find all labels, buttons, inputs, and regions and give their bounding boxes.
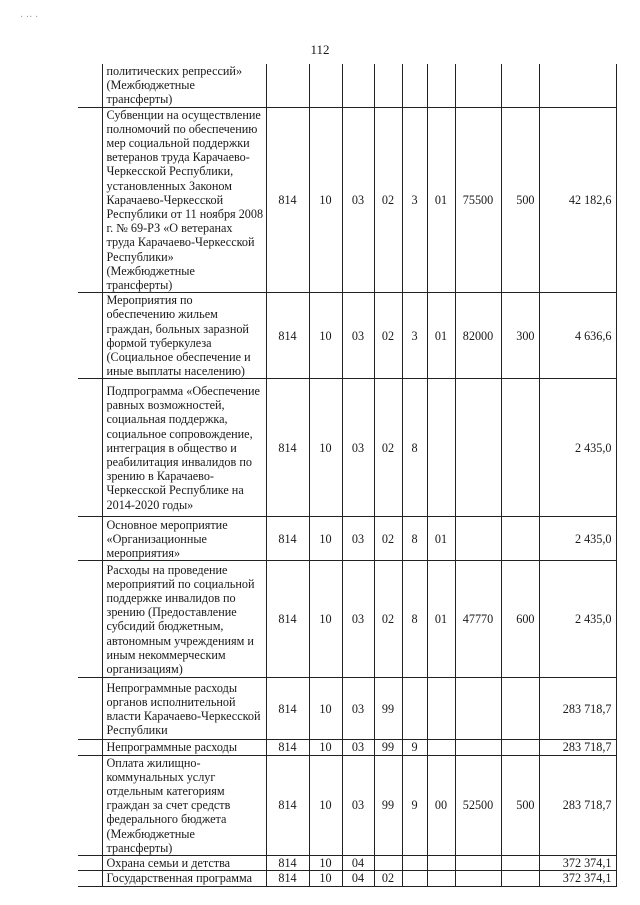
ministry-code: 814 — [266, 517, 309, 561]
scan-noise: · ·· · — [20, 12, 39, 23]
program-code: 02 — [374, 871, 402, 886]
section-code: 10 — [309, 755, 342, 855]
expense-type-code — [501, 379, 539, 517]
section-code: 10 — [309, 293, 342, 379]
subprogram-code: 3 — [402, 293, 427, 379]
table-row — [78, 107, 616, 293]
expense-type-code: 300 — [501, 293, 539, 379]
subsection-code: 03 — [342, 517, 374, 561]
amount-cell: 283 718,7 — [539, 678, 616, 740]
ministry-code: 814 — [266, 856, 309, 871]
direction-code — [455, 517, 501, 561]
section-code: 10 — [309, 678, 342, 740]
subprogram-code: 3 — [402, 107, 427, 293]
ministry-code: 814 — [266, 871, 309, 886]
table-row — [78, 740, 616, 755]
activity-code — [427, 678, 455, 740]
ministry-code: 814 — [266, 107, 309, 293]
expense-type-code — [501, 678, 539, 740]
expense-type-code — [501, 856, 539, 871]
amount-cell: 42 182,6 — [539, 107, 616, 293]
ministry-code: 814 — [266, 561, 309, 678]
subsection-code: 03 — [342, 379, 374, 517]
subsection-code: 03 — [342, 755, 374, 855]
row-name-cell: Непрограммные расходы органов исполнительной власти Карачаево-Черкесской Республики — [102, 678, 266, 740]
subsection-code: 03 — [342, 107, 374, 293]
activity-code: 01 — [427, 561, 455, 678]
budget-table — [78, 64, 617, 887]
direction-code — [455, 379, 501, 517]
subprogram-code: 8 — [402, 379, 427, 517]
amount-cell: 372 374,1 — [539, 856, 616, 871]
subprogram-code: 9 — [402, 740, 427, 755]
table-row — [78, 871, 616, 886]
direction-code: 52500 — [455, 755, 501, 855]
expense-type-code — [501, 740, 539, 755]
subprogram-code — [402, 856, 427, 871]
section-code: 10 — [309, 561, 342, 678]
activity-code — [427, 64, 455, 107]
program-code: 02 — [374, 561, 402, 678]
expense-type-code — [501, 64, 539, 107]
row-margin-cell — [78, 293, 102, 379]
row-margin-cell — [78, 755, 102, 855]
activity-code: 01 — [427, 517, 455, 561]
subprogram-code — [402, 871, 427, 886]
table-row — [78, 856, 616, 871]
row-name-cell: Подпрограмма «Обеспечение равных возможностей, социальная поддержка, социальное сопровождение, интеграция в общество и реабилитация инвалидов по зрению в Карачаево-Черкесской Республике на 2014-2020 годы» — [102, 379, 266, 517]
row-margin-cell — [78, 379, 102, 517]
direction-code: 47770 — [455, 561, 501, 678]
amount-cell: 283 718,7 — [539, 740, 616, 755]
subprogram-code: 9 — [402, 755, 427, 855]
row-margin-cell — [78, 856, 102, 871]
row-margin-cell — [78, 107, 102, 293]
table-row — [78, 517, 616, 561]
ministry-code: 814 — [266, 740, 309, 755]
table-row — [78, 293, 616, 379]
subsection-code: 04 — [342, 871, 374, 886]
direction-code — [455, 871, 501, 886]
expense-type-code: 500 — [501, 107, 539, 293]
program-code: 02 — [374, 517, 402, 561]
direction-code — [455, 64, 501, 107]
subprogram-code — [402, 64, 427, 107]
amount-cell: 283 718,7 — [539, 755, 616, 855]
activity-code — [427, 871, 455, 886]
direction-code — [455, 678, 501, 740]
activity-code: 01 — [427, 107, 455, 293]
program-code: 02 — [374, 379, 402, 517]
section-code: 10 — [309, 517, 342, 561]
subsection-code: 04 — [342, 856, 374, 871]
row-name-cell: Субвенции на осуществление полномочий по обеспечению мер социальной поддержки ветеранов труда Карачаево-Черкесской Республики, установленных Законом Карачаево-Черкесской Республики от 11 ноября 2008 г. № 69-РЗ «О ветеранах труда Карачаево-Черкесской Республики» (Межбюджетные трансферты) — [102, 107, 266, 293]
activity-code: 01 — [427, 293, 455, 379]
activity-code — [427, 379, 455, 517]
program-code: 99 — [374, 755, 402, 855]
program-code — [374, 64, 402, 107]
section-code: 10 — [309, 740, 342, 755]
amount-cell: 2 435,0 — [539, 561, 616, 678]
subsection-code: 03 — [342, 740, 374, 755]
amount-cell: 2 435,0 — [539, 517, 616, 561]
subprogram-code — [402, 678, 427, 740]
section-code: 10 — [309, 379, 342, 517]
direction-code — [455, 856, 501, 871]
program-code: 02 — [374, 107, 402, 293]
activity-code: 00 — [427, 755, 455, 855]
direction-code — [455, 740, 501, 755]
row-margin-cell — [78, 561, 102, 678]
activity-code — [427, 740, 455, 755]
amount-cell: 2 435,0 — [539, 379, 616, 517]
expense-type-code: 500 — [501, 755, 539, 855]
row-name-cell: Государственная программа — [102, 871, 266, 886]
row-name-cell: Непрограммные расходы — [102, 740, 266, 755]
amount-cell: 372 374,1 — [539, 871, 616, 886]
table-row — [78, 755, 616, 855]
program-code: 99 — [374, 740, 402, 755]
program-code: 02 — [374, 293, 402, 379]
row-name-cell: политических репрессий» (Межбюджетные трансферты) — [102, 64, 266, 107]
row-margin-cell — [78, 740, 102, 755]
subsection-code — [342, 64, 374, 107]
expense-type-code — [501, 517, 539, 561]
row-margin-cell — [78, 678, 102, 740]
direction-code: 75500 — [455, 107, 501, 293]
program-code — [374, 856, 402, 871]
ministry-code: 814 — [266, 755, 309, 855]
row-margin-cell — [78, 64, 102, 107]
ministry-code: 814 — [266, 379, 309, 517]
table-row — [78, 561, 616, 678]
amount-cell: 4 636,6 — [539, 293, 616, 379]
ministry-code: 814 — [266, 678, 309, 740]
subprogram-code: 8 — [402, 517, 427, 561]
subsection-code: 03 — [342, 561, 374, 678]
expense-type-code — [501, 871, 539, 886]
row-name-cell: Оплата жилищно-коммунальных услуг отдельным категориям граждан за счет средств федерального бюджета (Межбюджетные трансферты) — [102, 755, 266, 855]
row-name-cell: Мероприятия по обеспечению жильем граждан, больных заразной формой туберкулеза (Социальное обеспечение и иные выплаты населению) — [102, 293, 266, 379]
table-row — [78, 64, 616, 107]
section-code: 10 — [309, 856, 342, 871]
row-name-cell: Охрана семьи и детства — [102, 856, 266, 871]
direction-code: 82000 — [455, 293, 501, 379]
subsection-code: 03 — [342, 293, 374, 379]
amount-cell — [539, 64, 616, 107]
table-row — [78, 379, 616, 517]
table-row — [78, 678, 616, 740]
row-name-cell: Основное мероприятие «Организационные мероприятия» — [102, 517, 266, 561]
expense-type-code: 600 — [501, 561, 539, 678]
ministry-code: 814 — [266, 293, 309, 379]
row-name-cell: Расходы на проведение мероприятий по социальной поддержке инвалидов по зрению (Предоставление субсидий бюджетным, автономным учреждениям и иным некоммерческим организациям) — [102, 561, 266, 678]
row-margin-cell — [78, 871, 102, 886]
section-code — [309, 64, 342, 107]
section-code: 10 — [309, 871, 342, 886]
program-code: 99 — [374, 678, 402, 740]
ministry-code — [266, 64, 309, 107]
page-number: 112 — [310, 42, 330, 57]
row-margin-cell — [78, 517, 102, 561]
subprogram-code: 8 — [402, 561, 427, 678]
section-code: 10 — [309, 107, 342, 293]
activity-code — [427, 856, 455, 871]
subsection-code: 03 — [342, 678, 374, 740]
